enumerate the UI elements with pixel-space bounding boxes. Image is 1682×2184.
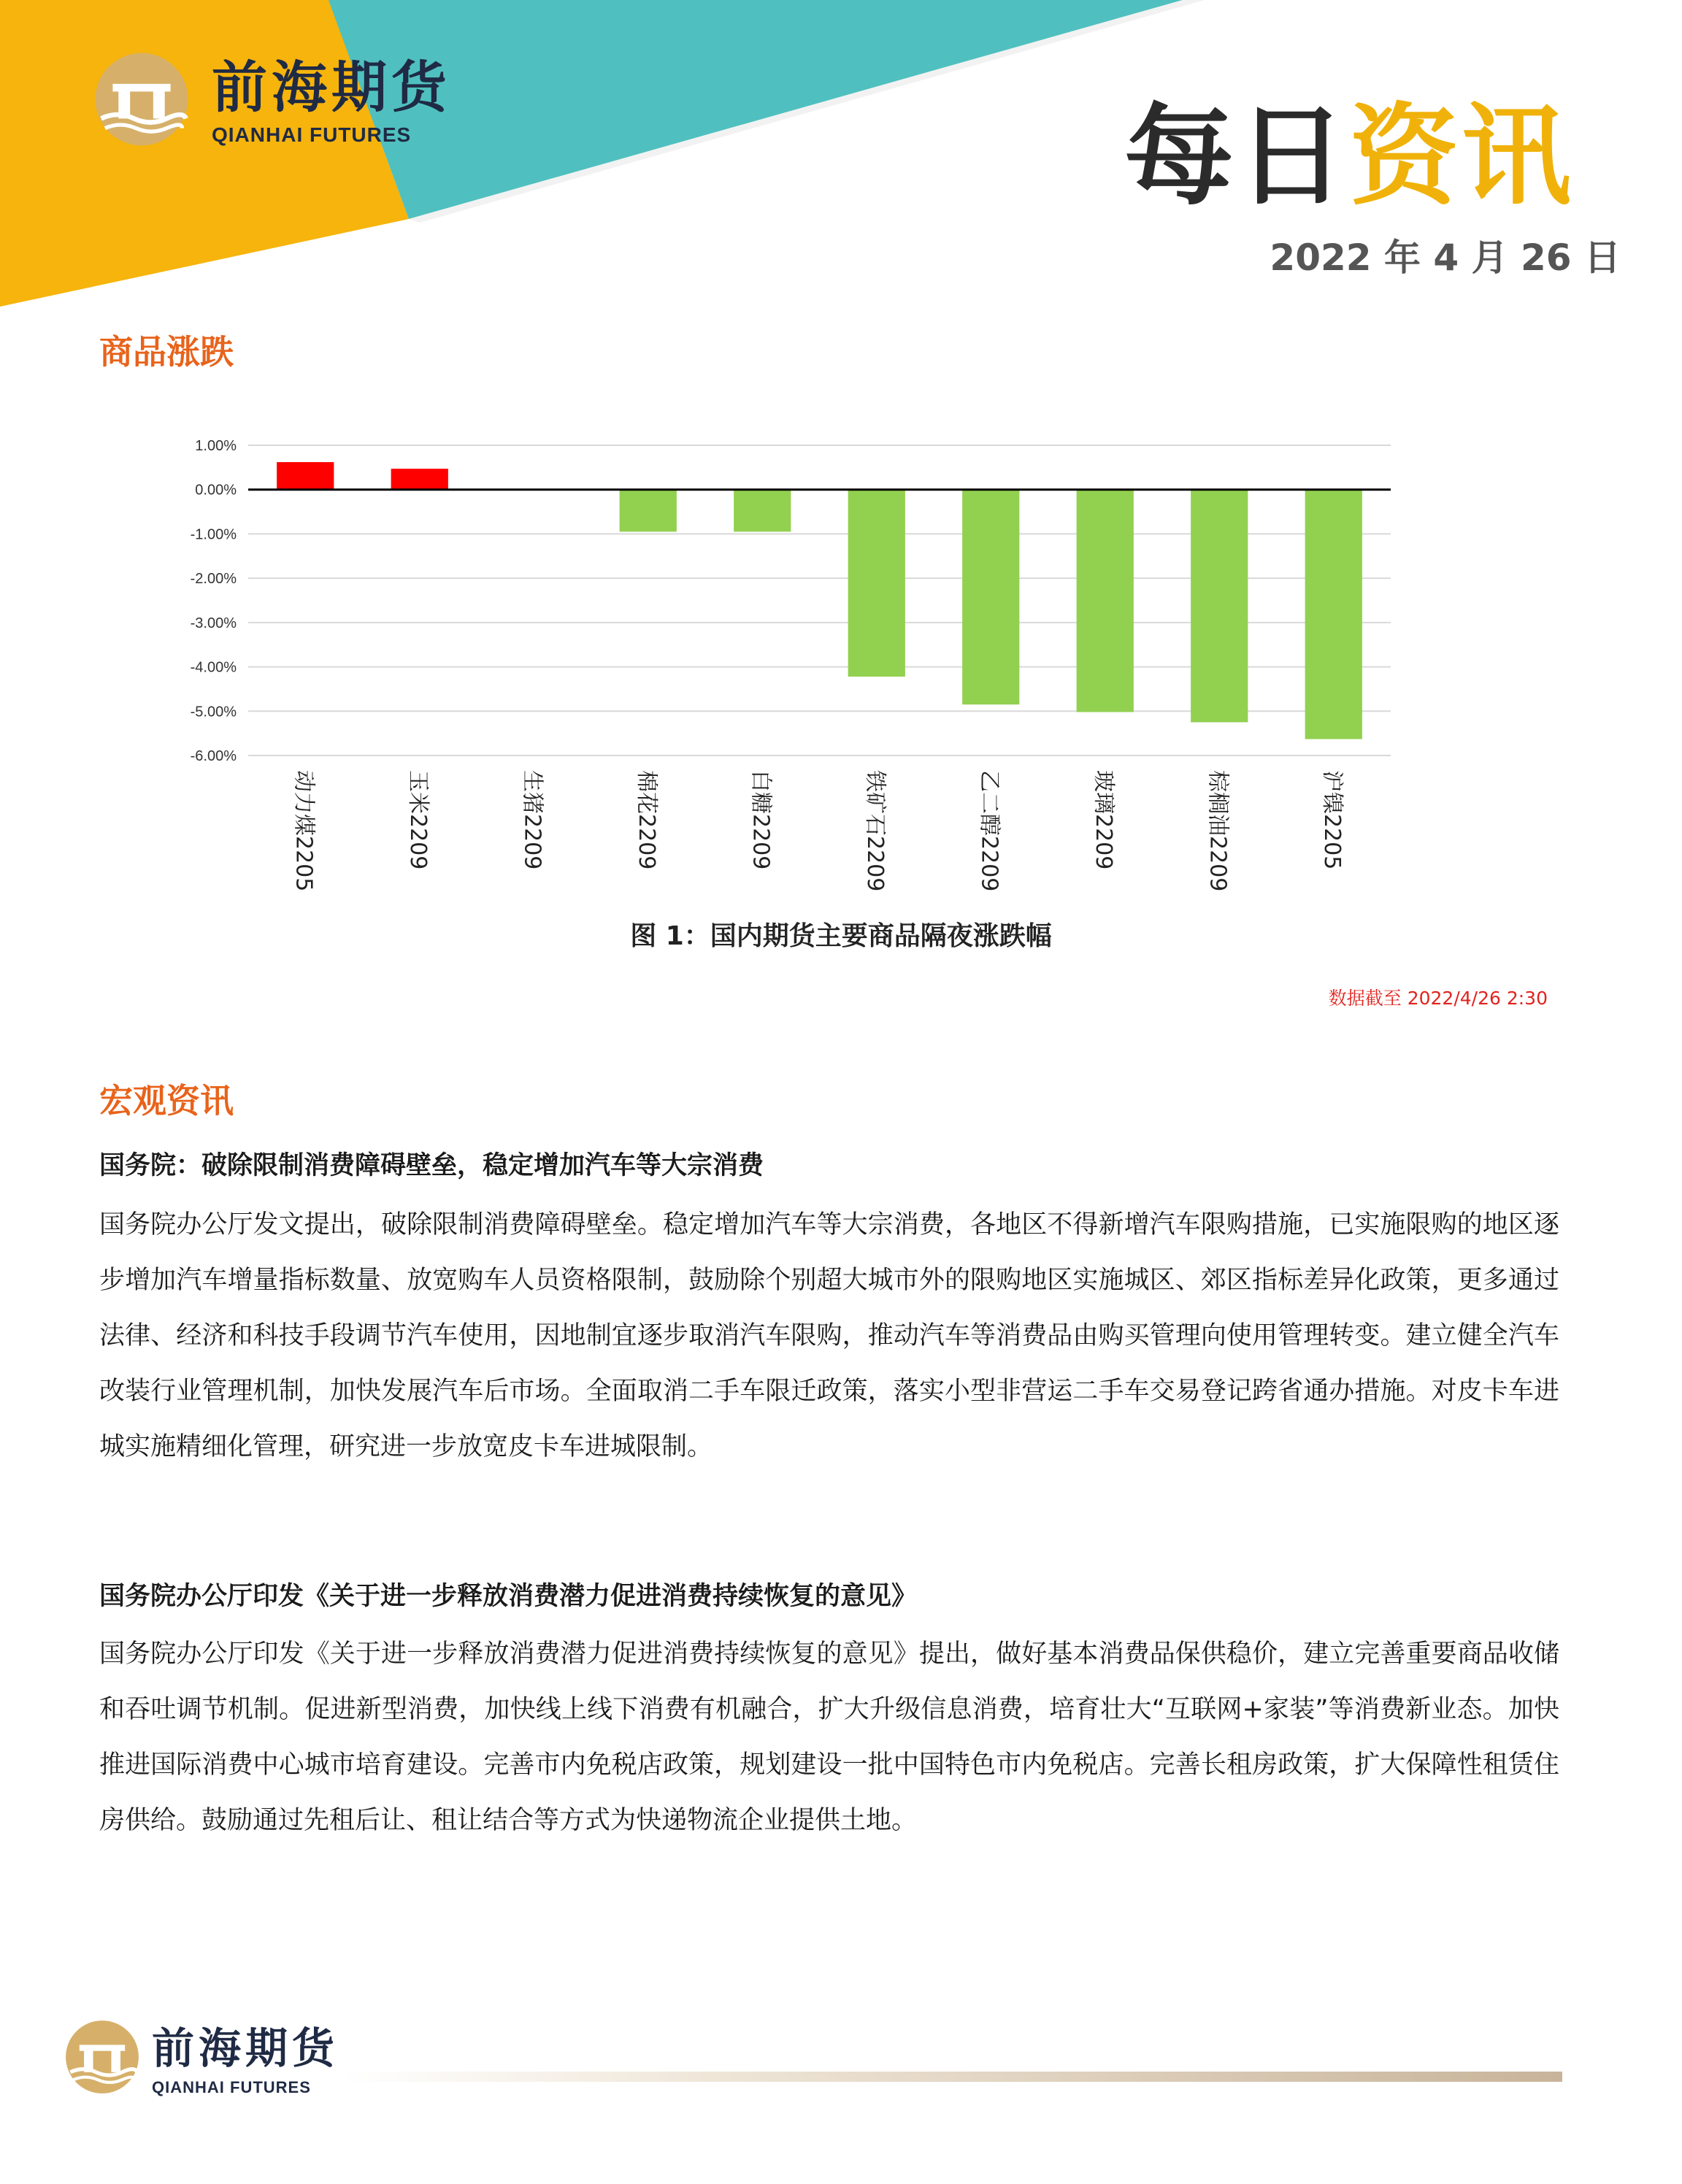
chart-x-category-label: 铁矿石2209 — [861, 770, 888, 892]
article-title-1: 国务院：破除限制消费障碍壁垒，稳定增加汽车等大宗消费 — [99, 1151, 764, 1180]
company-logo-en: QIANHAI FUTURES — [212, 123, 412, 146]
chart-y-tick-label: -4.00% — [190, 659, 237, 676]
chart-bar — [962, 490, 1019, 704]
chart-y-tick-label: 1.00% — [195, 438, 237, 454]
chart-x-category-label: 白糖2209 — [748, 770, 774, 870]
chart-x-category-label: 玻璃2209 — [1090, 770, 1116, 870]
footer-logo-icon — [64, 2019, 140, 2095]
chart-x-category-label: 玉米2209 — [404, 770, 431, 870]
chart-bar — [1305, 490, 1362, 739]
chart-y-tick-label: -2.00% — [190, 571, 237, 588]
report-title — [1124, 93, 1575, 220]
article-body-1: 国务院办公厅发文提出，破除限制消费障碍壁垒。稳定增加汽车等大宗消费，各地区不得新增汽车限购措施，已实施限购的地区逐步增加汽车增量指标数量、放宽购车人员资格限制，鼓励除个别超大城市外的限购地区实施城区、郊区指标差异化政策，更多通过法律、经济和科技手段调节汽车使用，因地制宜逐步取消汽车限购，推动汽车等消费品由购买管理向使用管理转变。建立健全汽车改装行业管理机制，加快发展汽车后市场。全面取消二手车限迁政策，落实小型非营运二手车交易登记跨省通办措施。对皮卡车进城实施精细化管理，研究进一步放宽皮卡车进城限制。 — [99, 1210, 1559, 1461]
chart-x-category-label: 生猪2209 — [519, 770, 545, 870]
chart-x-category-label: 沪镍2205 — [1318, 770, 1345, 870]
report-date: 2022 年 4 月 26 日 — [1270, 237, 1621, 279]
chart-y-tick-label: -1.00% — [190, 526, 237, 543]
chart-bar — [734, 490, 791, 532]
article-body-2: 国务院办公厅印发《关于进一步释放消费潜力促进消费持续恢复的意见》提出，做好基本消费品保供稳价，建立完善重要商品收储和吞吐调节机制。促进新型消费，加快线上线下消费有机融合，扩大升级信息消费，培育壮大“互联网+家装”等消费新业态。加快推进国际消费中心城市培育建设。完善市内免税店政策，规划建设一批中国特色市内免税店。完善长租房政策，扩大保障性租赁住房供给。鼓励通过先租后让、租让结合等方式为快递物流企业提供土地。 — [99, 1639, 1559, 1835]
chart-bar — [1077, 490, 1134, 712]
chart-bar — [1191, 490, 1248, 723]
footer-divider — [343, 2072, 1562, 2082]
chart-x-category-label: 棉花2209 — [633, 770, 659, 870]
chart-bar — [848, 490, 905, 677]
article-title-2: 国务院办公厅印发《关于进一步释放消费潜力促进消费持续恢复的意见》 — [99, 1582, 918, 1611]
chart-x-category-label: 乙二醇2209 — [976, 770, 1002, 892]
report-title-part1: 每日 — [1124, 93, 1350, 220]
chart-y-tick-label: -6.00% — [190, 748, 237, 764]
chart-bar — [620, 490, 677, 532]
chart-caption: 图 1：国内期货主要商品隔夜涨跌幅 — [630, 921, 1052, 951]
chart-bar — [391, 469, 448, 490]
commodity-bar-chart — [146, 409, 1431, 920]
company-logo-cn: 前海期货 — [212, 55, 451, 120]
chart-x-category-label: 棕榈油2209 — [1205, 770, 1231, 892]
section-heading-commodity: 商品涨跌 — [99, 332, 234, 372]
company-logo-icon — [93, 51, 190, 147]
chart-bar — [277, 462, 334, 490]
chart-y-tick-label: -3.00% — [190, 615, 237, 631]
section-heading-macro: 宏观资讯 — [99, 1081, 234, 1120]
report-title-part2: 资讯 — [1349, 93, 1575, 220]
footer-logo-en: QIANHAI FUTURES — [152, 2078, 311, 2096]
chart-y-tick-label: -5.00% — [190, 704, 237, 720]
chart-y-tick-label: 0.00% — [195, 482, 237, 499]
data-cutoff-note: 数据截至 2022/4/26 2:30 — [1328, 988, 1548, 1009]
footer-logo-cn: 前海期货 — [152, 2023, 339, 2073]
chart-x-category-label: 动力煤2205 — [291, 770, 317, 892]
